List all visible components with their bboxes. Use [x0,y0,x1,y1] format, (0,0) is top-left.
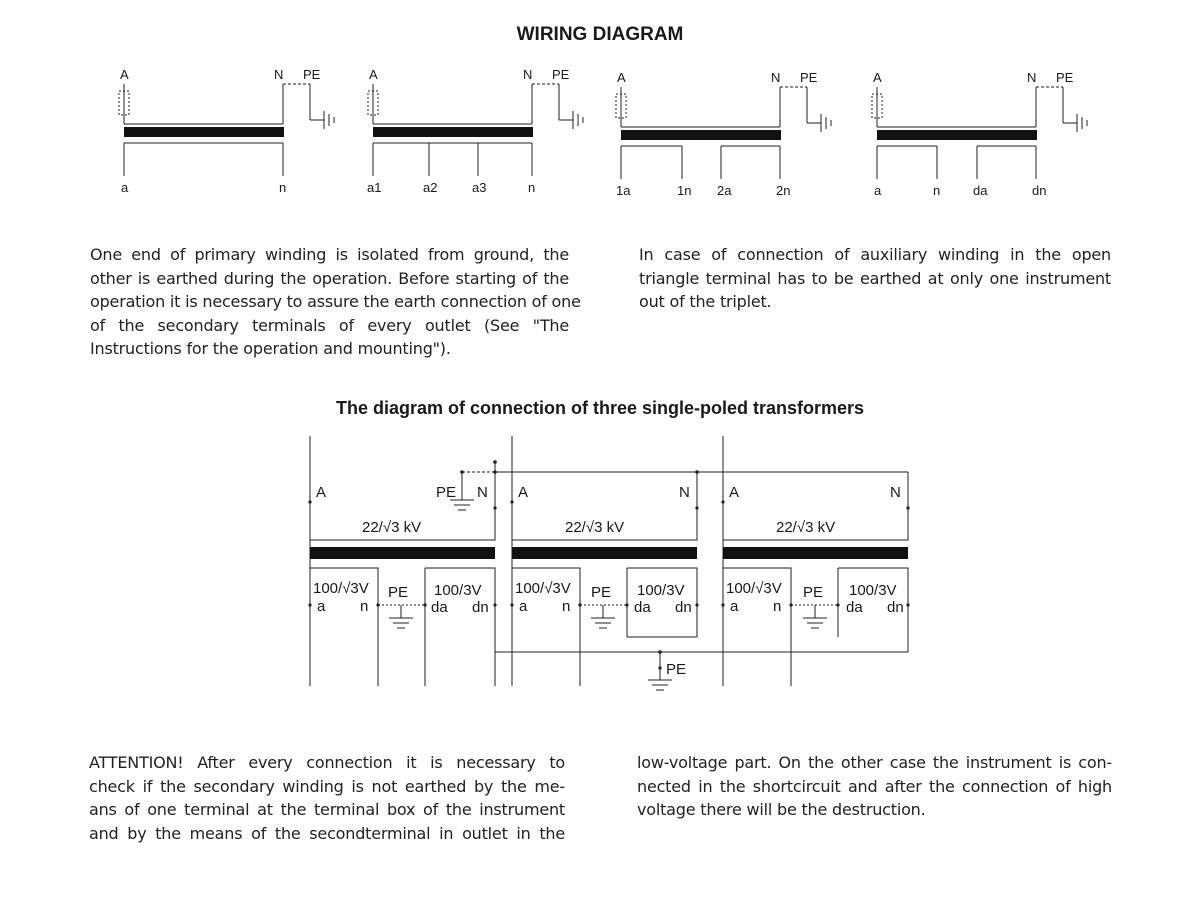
top1-label-PE: PE [303,67,321,82]
attention-left-line: and by the means of the secondterminal in outlet in the [89,823,565,843]
top2-label-PE: PE [552,67,570,82]
unit3-pe: PE [803,584,824,601]
top4-label-A: A [873,70,882,85]
three-phase-diagram [308,436,909,690]
top4-term-dn: dn [1032,183,1047,198]
top2-term-n: n [528,180,536,195]
top3-label-N: N [771,70,781,85]
unit3-da: da [846,599,863,616]
top3-term-1n: 1n [677,183,692,198]
attention-right [637,751,1112,822]
top4-ground-icon [1077,114,1087,132]
attention-right-line: voltage there will be the destruction. [637,800,926,819]
top2-term-a2: a2 [423,180,438,195]
unit1-PE: PE [436,484,457,501]
unit3-A: A [729,484,740,501]
unit1-N: N [477,484,488,501]
unit1-core [310,547,495,559]
top-diagram-1 [119,67,334,195]
top3-label-PE: PE [800,70,818,85]
unit2-pe: PE [591,584,612,601]
main-title: WIRING DIAGRAM [516,24,684,45]
paragraph-left-line: One end of primary winding is isolated from ground, the [90,245,569,264]
unit3-n: n [773,598,782,615]
unit2-dn: dn [675,599,692,616]
paragraph-left [90,243,581,361]
unit3-ground-icon [803,618,827,628]
unit1-n: n [360,598,369,615]
unit3-N: N [890,484,901,501]
paragraph-left-line: operation it is necessary to assure the earth connection of one [90,292,581,311]
top4-term-da: da [973,183,988,198]
attention-right-line: nected in the shortcircuit and after the connection of high [637,776,1112,796]
top2-label-A: A [369,67,378,82]
paragraph-right-line: out of the triplet. [639,292,772,311]
unit2-voltage: 22/√3 kV [565,519,625,536]
unit3-dn: dn [887,599,904,616]
top3-term-1a: 1a [616,183,631,198]
top1-core [124,127,284,137]
unit1-voltage: 22/√3 kV [362,519,422,536]
unit2-N: N [679,484,690,501]
top-diagram-2 [367,67,583,195]
paragraph-left-line: Instructions for the operation and mounting"). [90,339,451,358]
top1-term-a: a [121,180,129,195]
top3-term-2n: 2n [776,183,791,198]
unit3-sec1: 100/√3V [726,580,782,597]
unit1-da: da [431,599,448,616]
unit3-voltage: 22/√3 kV [776,519,836,536]
unit3-core [723,547,908,559]
top3-term-2a: 2a [717,183,732,198]
top1-ground-icon [324,111,334,129]
top1-label-N: N [274,67,284,82]
top3-label-A: A [617,70,626,85]
unit2-da: da [634,599,651,616]
top4-label-N: N [1027,70,1037,85]
unit2-ground-icon [591,618,615,628]
unit1-sec2: 100/3V [434,582,482,599]
top4-label-PE: PE [1056,70,1074,85]
attention-left-line: check if the secondary winding is not earthed by the me- [89,776,565,796]
top2-core [373,127,533,137]
paragraph-left-line: other is earthed during the operation. Before starting of the [90,268,569,288]
unit2-a: a [519,598,528,615]
unit2-A: A [518,484,529,501]
paragraph-right-line: In case of connection of auxiliary winding in the open [639,245,1111,264]
unit1-sec1: 100/√3V [313,580,369,597]
unit2-sec2: 100/3V [637,582,685,599]
attention-left-line: ATTENTION! After every connection it is necessary to [89,753,565,772]
unit2-sec1: 100/√3V [515,580,571,597]
paragraph-right-line: triangle terminal has to be earthed at only one instrument [639,268,1111,288]
top1-label-A: A [120,67,129,82]
neutral-ground-icon [450,500,474,510]
unit1-ground-icon [389,618,413,628]
unit1-pe: PE [388,584,409,601]
top-diagram-4 [872,70,1087,198]
unit3-sec2: 100/3V [849,582,897,599]
common-pe-label: PE [666,661,687,678]
unit3-a: a [730,598,739,615]
top3-core [621,130,781,140]
top4-term-n: n [933,183,941,198]
top2-label-N: N [523,67,533,82]
top2-term-a1: a1 [367,180,382,195]
attention-left-line: ans of one terminal at the terminal box of the instrument [89,800,565,819]
top3-ground-icon [821,114,831,132]
top2-ground-icon [573,111,583,129]
top4-term-a: a [874,183,882,198]
common-ground-icon [648,680,672,690]
unit1-a: a [317,598,326,615]
unit1-dn: dn [472,599,489,616]
top4-core [877,130,1037,140]
paragraph-left-line: of the secondary terminals of every outlet (See "The [90,315,569,335]
unit1-A: A [316,484,327,501]
top2-term-a3: a3 [472,180,487,195]
top-diagram-3 [616,70,831,198]
paragraph-right [639,243,1111,314]
attention-left [89,751,565,845]
diagram-subtitle: The diagram of connection of three single-poled transformers [335,398,865,418]
unit2-n: n [562,598,571,615]
top1-term-n: n [279,180,287,195]
attention-right-line: low-voltage part. On the other case the instrument is con- [637,753,1112,772]
unit2-core [512,547,697,559]
